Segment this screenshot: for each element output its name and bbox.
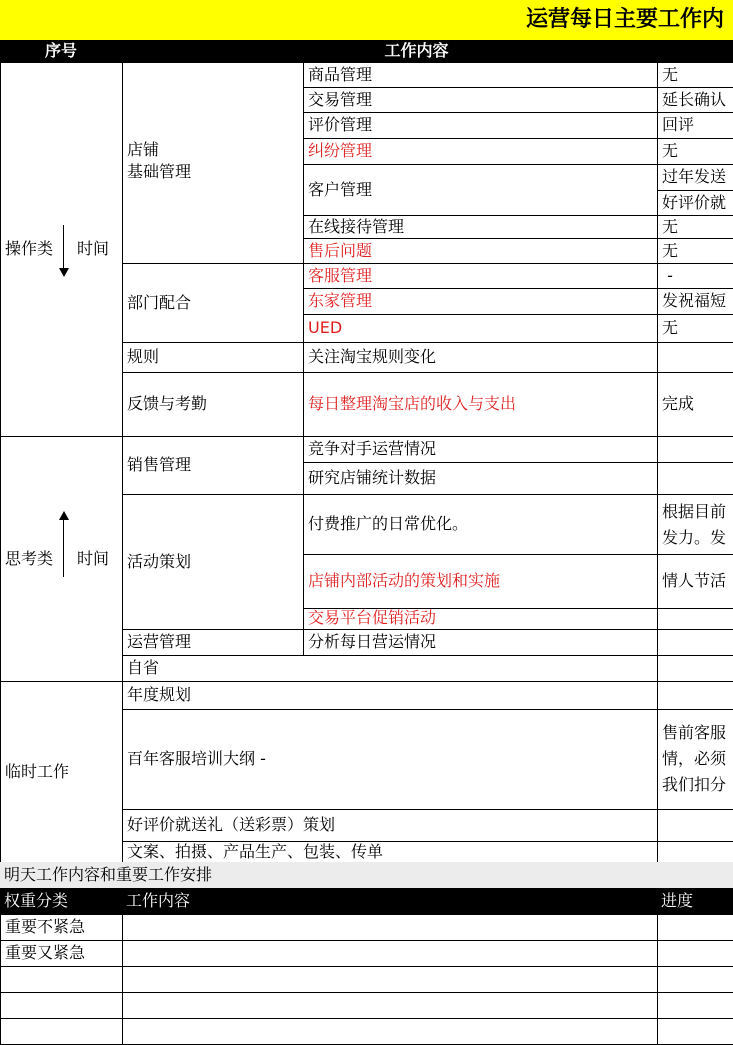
- status-trade: 延长确认: [657, 87, 733, 113]
- item-competitor: 竞争对手运营情况: [303, 436, 658, 463]
- status-daily: [657, 629, 733, 656]
- header-seq: 序号: [0, 40, 122, 63]
- item-dispute: 纠纷管理: [303, 138, 658, 165]
- category-copywriting: 文案、拍摄、产品生产、包装、传单: [122, 841, 658, 863]
- status-finance: 完成: [657, 372, 733, 437]
- category-annual: 年度规划: [122, 681, 658, 710]
- status-review-gift: [657, 809, 733, 842]
- item-goods: 商品管理: [303, 62, 658, 88]
- tomorrow-row-content[interactable]: [122, 966, 658, 993]
- status-online: 无: [657, 215, 733, 239]
- tomorrow-row-progress[interactable]: [657, 1018, 733, 1045]
- header-blank: [711, 40, 733, 63]
- category-activity: 活动策划: [122, 494, 304, 630]
- item-taobao-rules: 关注淘宝规则变化: [303, 342, 658, 373]
- section-temp: 临时工作: [0, 681, 123, 863]
- status-competitor: [657, 436, 733, 463]
- tomorrow-row-progress[interactable]: [657, 914, 733, 941]
- status-cs: -: [657, 263, 733, 289]
- category-ops: 运营管理: [122, 629, 304, 656]
- tomorrow-row-progress[interactable]: [657, 940, 733, 967]
- item-owner: 东家管理: [303, 288, 658, 315]
- status-ued: 无: [657, 314, 733, 343]
- tomorrow-header-content: 工作内容: [122, 888, 657, 914]
- up-arrow-icon: [63, 519, 64, 577]
- status-owner: 发祝福短: [657, 288, 733, 315]
- section-think-time: 时间: [77, 548, 110, 568]
- item-cs: 客服管理: [303, 263, 658, 289]
- status-training-line1: 售前客服: [662, 723, 727, 742]
- item-internal: 店铺内部活动的策划和实施: [303, 554, 658, 609]
- tomorrow-header-weight: 权重分类: [0, 888, 122, 914]
- status-paid: [657, 494, 733, 555]
- section-operate: [0, 62, 123, 437]
- tomorrow-row-content[interactable]: [122, 992, 658, 1019]
- status-training-line3: 我们扣分: [662, 775, 727, 794]
- section-think-label: 思考类: [5, 548, 54, 568]
- section-think: [0, 436, 123, 682]
- status-platform: [657, 608, 733, 630]
- item-platform: 交易平台促销活动: [303, 608, 658, 630]
- status-training-line2: 情，必须: [662, 749, 727, 768]
- item-paid: 付费推广的日常优化。: [303, 494, 658, 555]
- up-arrow-head-icon: [59, 511, 69, 520]
- category-store: [122, 62, 304, 264]
- category-store-line2: 基础管理: [127, 162, 192, 182]
- category-store-line1: 店铺: [127, 140, 160, 159]
- status-paid-line1: 根据目前: [662, 502, 727, 521]
- status-annual: [657, 681, 733, 710]
- item-daily: 分析每日营运情况: [303, 629, 658, 656]
- status-training: [657, 709, 733, 810]
- item-customer: 客户管理: [303, 164, 658, 216]
- status-review: 回评: [657, 112, 733, 139]
- tomorrow-title: 明天工作内容和重要工作安排: [0, 862, 733, 888]
- category-dept: 部门配合: [122, 263, 304, 343]
- tomorrow-row-weight: 重要又紧急: [0, 940, 123, 967]
- down-arrow-head-icon: [59, 268, 69, 277]
- tomorrow-row-weight: [0, 992, 123, 1019]
- status-paid-line2: 发力。发: [662, 528, 727, 547]
- section-operate-label: 操作类: [5, 239, 54, 259]
- tomorrow-row-content[interactable]: [122, 1018, 658, 1045]
- item-review: 评价管理: [303, 112, 658, 139]
- category-training: 百年客服培训大纲 -: [122, 709, 658, 810]
- tomorrow-row-content[interactable]: [122, 940, 658, 967]
- tomorrow-row-weight: [0, 966, 123, 993]
- status-taobao-rules: [657, 342, 733, 373]
- tomorrow-row-weight: [0, 1018, 123, 1045]
- category-sales: 销售管理: [122, 436, 304, 495]
- down-arrow-icon: [63, 225, 64, 271]
- status-self: [657, 655, 733, 682]
- item-ued: UED: [303, 314, 658, 343]
- status-copywriting: [657, 841, 733, 863]
- status-stats: [657, 462, 733, 495]
- item-aftersale: 售后问题: [303, 238, 658, 264]
- tomorrow-row-weight: 重要不紧急: [0, 914, 123, 941]
- tomorrow-row-content[interactable]: [122, 914, 658, 941]
- item-stats: 研究店铺统计数据: [303, 462, 658, 495]
- category-review-gift: 好评价就送礼（送彩票）策划: [122, 809, 658, 842]
- category-self: 自省: [122, 655, 658, 682]
- status-dispute: 无: [657, 138, 733, 165]
- category-feedback: 反馈与考勤: [122, 372, 304, 437]
- status-aftersale: 无: [657, 238, 733, 264]
- category-rules: 规则: [122, 342, 304, 373]
- status-customer-2: 好评价就: [657, 190, 733, 216]
- status-goods: 无: [657, 62, 733, 88]
- item-online: 在线接待管理: [303, 215, 658, 239]
- status-internal: 情人节活: [657, 554, 733, 609]
- sheet-title: 运营每日主要工作内: [0, 0, 733, 40]
- item-finance: 每日整理淘宝店的收入与支出: [303, 372, 658, 437]
- tomorrow-row-progress[interactable]: [657, 966, 733, 993]
- header-content: 工作内容: [122, 40, 711, 63]
- item-trade: 交易管理: [303, 87, 658, 113]
- tomorrow-row-progress[interactable]: [657, 992, 733, 1019]
- section-operate-time: 时间: [77, 239, 110, 259]
- status-customer-1: 过年发送: [657, 164, 733, 191]
- tomorrow-header-progress: 进度: [657, 888, 733, 914]
